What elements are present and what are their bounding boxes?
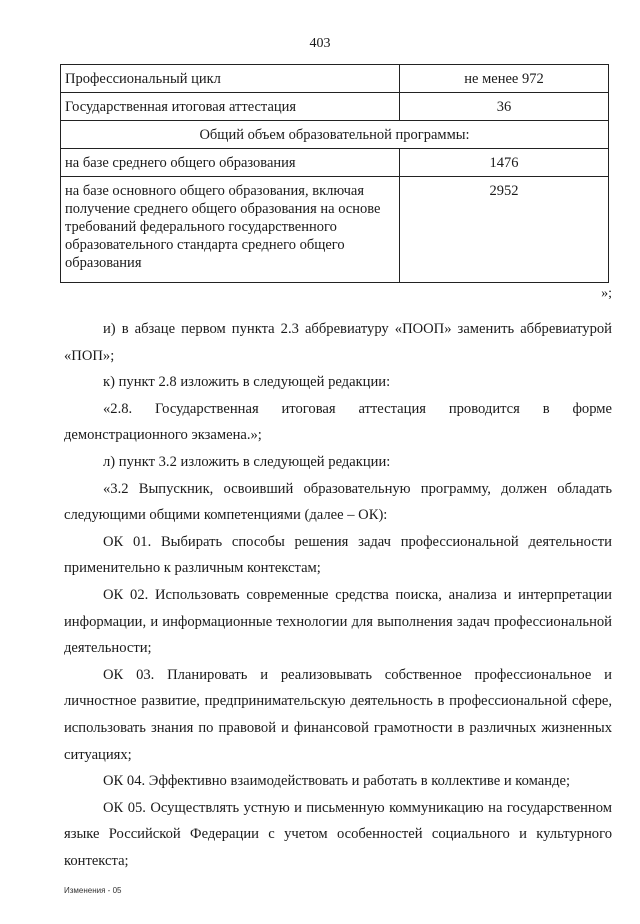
paragraph: «2.8. Государственная итоговая аттестация проводится в форме демонстрационного экзамена.»; [64, 400, 612, 444]
table-cell-value: 36 [400, 93, 609, 121]
table-cell-label: Государственная итоговая аттестация [61, 93, 400, 121]
footer-note: Изменения - 05 [64, 886, 122, 895]
table-cell-label: Профессиональный цикл [61, 65, 400, 93]
amendment-text [64, 316, 612, 874]
page-number: 403 [309, 36, 331, 51]
paragraph: «3.2 Выпускник, освоивший образовательную программу, должен обладать следующими общими компетенциями (далее – ОК): [64, 480, 612, 524]
paragraph: и) в абзаце первом пункта 2.3 аббревиатуру «ПООП» заменить аббревиатурой «ПОП»; [64, 321, 612, 364]
paragraph: ОК 04. Эффективно взаимодействовать и работать в коллективе и команде; [103, 773, 571, 790]
table-row [61, 177, 609, 283]
table-section-heading: Общий объем образовательной программы: [61, 121, 609, 149]
table-row [61, 149, 609, 177]
table-cell-label: на базе среднего общего образования [61, 149, 400, 177]
table-row [61, 93, 609, 121]
table-closing-quote: »; [601, 286, 612, 301]
paragraph: ОК 05. Осуществлять устную и письменную коммуникацию на государственном языке Российской Федерации с учетом особенностей социального и культурного контекста; [64, 799, 612, 869]
paragraph: ОК 02. Использовать современные средства поиска, анализа и интерпретации информации, и информационные технологии для выполнения задач профессиональной деятельности; [64, 586, 612, 657]
hours-table [60, 64, 609, 283]
table-cell-value: не менее 972 [400, 65, 609, 93]
table-row [61, 121, 609, 149]
paragraph: ОК 01. Выбирать способы решения задач профессиональной деятельности применительно к различным контекстам; [64, 533, 612, 577]
table-row [61, 65, 609, 93]
table-cell-value: 1476 [400, 149, 609, 177]
table-cell-label: на базе основного общего образования, включая получение среднего общего образования на основе требований федерального государственного образовательного стандарта среднего общего образования [61, 177, 400, 283]
paragraph: ОК 03. Планировать и реализовывать собственное профессиональное и личностное развитие, предпринимательскую деятельность в профессиональной сфере, использовать знания по правовой и финансовой грамотности в различных жизненных ситуациях; [64, 666, 612, 763]
table-cell-value: 2952 [400, 177, 609, 283]
paragraph: к) пункт 2.8 изложить в следующей редакции: [103, 374, 391, 391]
paragraph: л) пункт 3.2 изложить в следующей редакции: [103, 453, 391, 470]
